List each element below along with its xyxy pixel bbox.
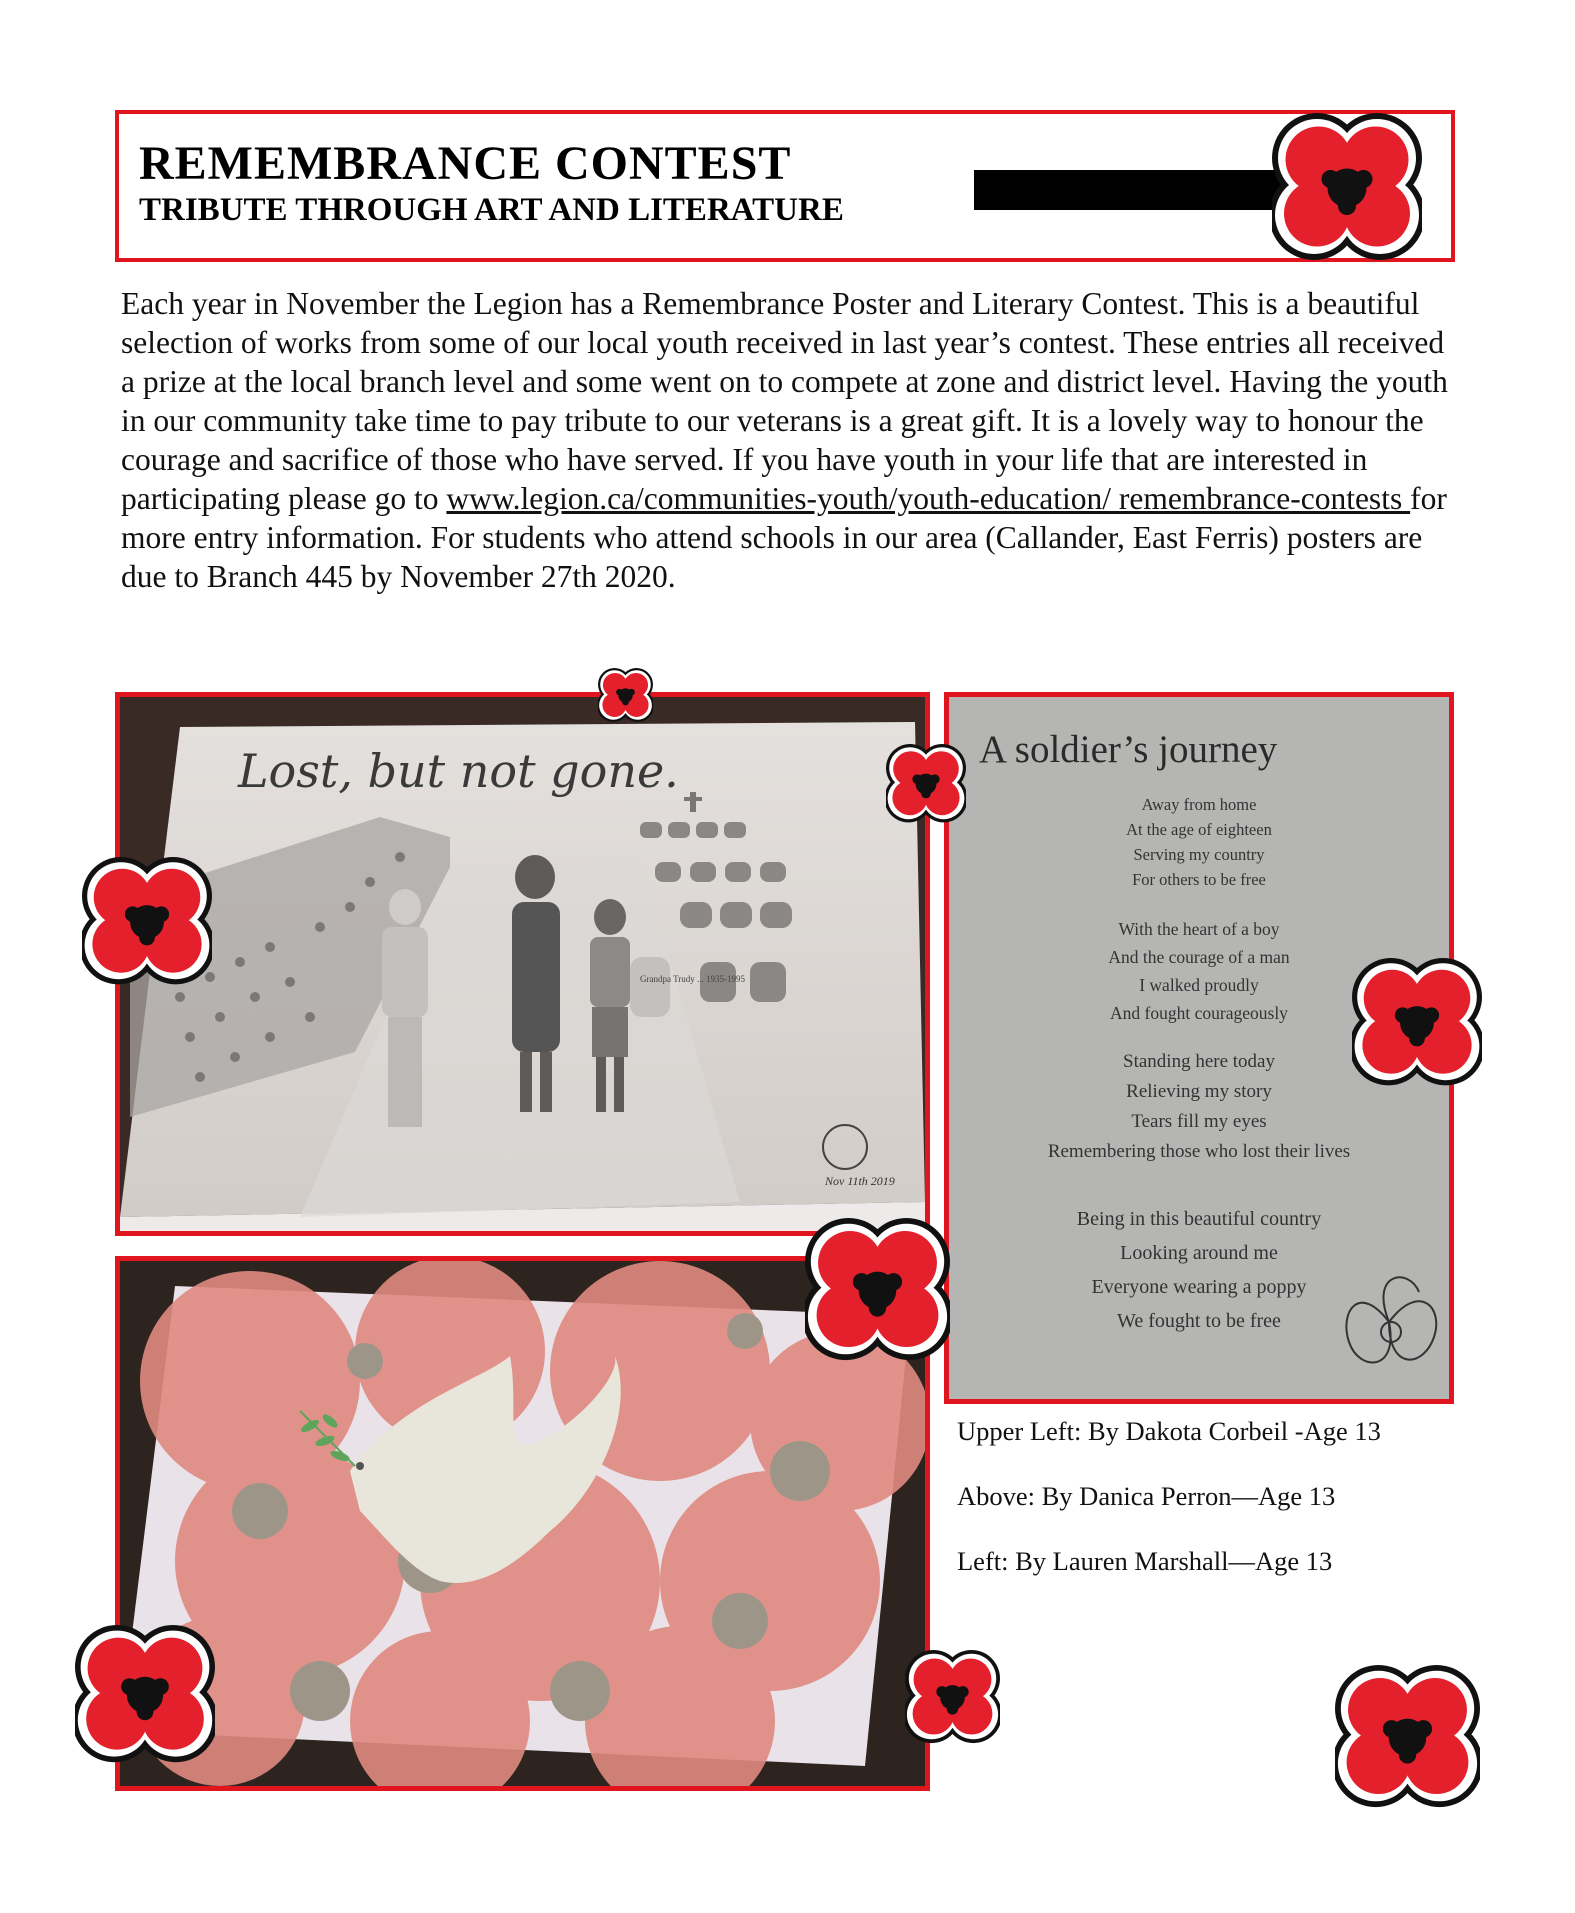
caption-above: Above: By Danica Perron—Age 13 [957,1481,1336,1511]
poem-line: At the age of eighteen [1126,820,1272,839]
poem-line: I walked proudly [1139,975,1259,995]
cross-icon [684,797,702,801]
inscription-text: Lost, but not gone. [238,744,679,798]
poem-line: Looking around me [1120,1242,1278,1264]
poem-stanza-1 [949,792,1449,892]
header-box [115,110,1455,262]
caption-left: Left: By Lauren Marshall—Age 13 [957,1546,1333,1576]
headstone-text: Grandpa Trudy ... 1935-1995 [640,974,745,984]
contest-link[interactable]: www.legion.ca/communities-youth/youth-education/ remembrance-contests [446,481,1411,516]
poppy-icon [1335,1665,1480,1810]
poppy-icon [805,1218,950,1363]
poppy-icon [905,1650,1000,1745]
poem-line: Being in this beautiful country [1076,1208,1322,1230]
poem-line: Remembering those who lost their lives [1047,1141,1351,1162]
poem-line: Relieving my story [1126,1081,1272,1102]
pencil-drawing [120,697,925,1231]
page-subtitle: TRIBUTE THROUGH ART AND LITERATURE [139,192,844,228]
poppy-icon [598,668,653,723]
poem-title: A soldier’s journey [979,728,1278,771]
caption-upper-left: Upper Left: By Dakota Corbeil -Age 13 [957,1416,1381,1446]
poem-line: For others to be free [1132,870,1266,889]
poppy-icon [82,857,212,987]
poem-line: Away from home [1141,795,1257,814]
poem-line: Tears fill my eyes [1131,1111,1267,1132]
drawing-date: Nov 11th 2019 [825,1174,895,1188]
poem-line: Everyone wearing a poppy [1091,1276,1307,1298]
poem-line: And the courage of a man [1108,947,1290,967]
poem-line: And fought courageously [1110,1003,1288,1023]
page-title: REMEMBRANCE CONTEST [139,137,792,190]
poppy-icon [75,1625,215,1765]
poem-line: We fought to be free [1117,1310,1281,1332]
poem-line: Serving my country [1133,845,1265,864]
captions [957,1416,1417,1611]
poem-line: With the heart of a boy [1118,919,1280,939]
intro-text-after-link: for more entry information. For students who attend schools in our area (Callander, East Ferris) posters are due to Branch 445 by November 27th 2020. [121,481,1447,594]
poppy-icon [886,744,966,824]
poppy-icon [1272,113,1422,263]
sketched-poppy-icon [1329,1262,1449,1382]
artwork-lost-but-not-gone [115,692,930,1236]
header-black-bar [974,170,1304,210]
poppy-icon [1352,958,1482,1088]
intro-text-before-link: Each year in November the Legion has a Remembrance Poster and Literary Contest. This is a beautiful selection of works from some of our local youth received in last year’s contest. These entries all received a prize at the local branch level and some went on to compete at zone and district level. Having the youth in our community take time to pay tribute to our veterans is a great gift. It is a lovely way to honour the courage and sacrifice of those who have served. If you have youth in your life that are interested in participating please go to [121,286,1448,516]
intro-paragraph [121,284,1461,596]
poem-line: Standing here today [1123,1051,1275,1072]
